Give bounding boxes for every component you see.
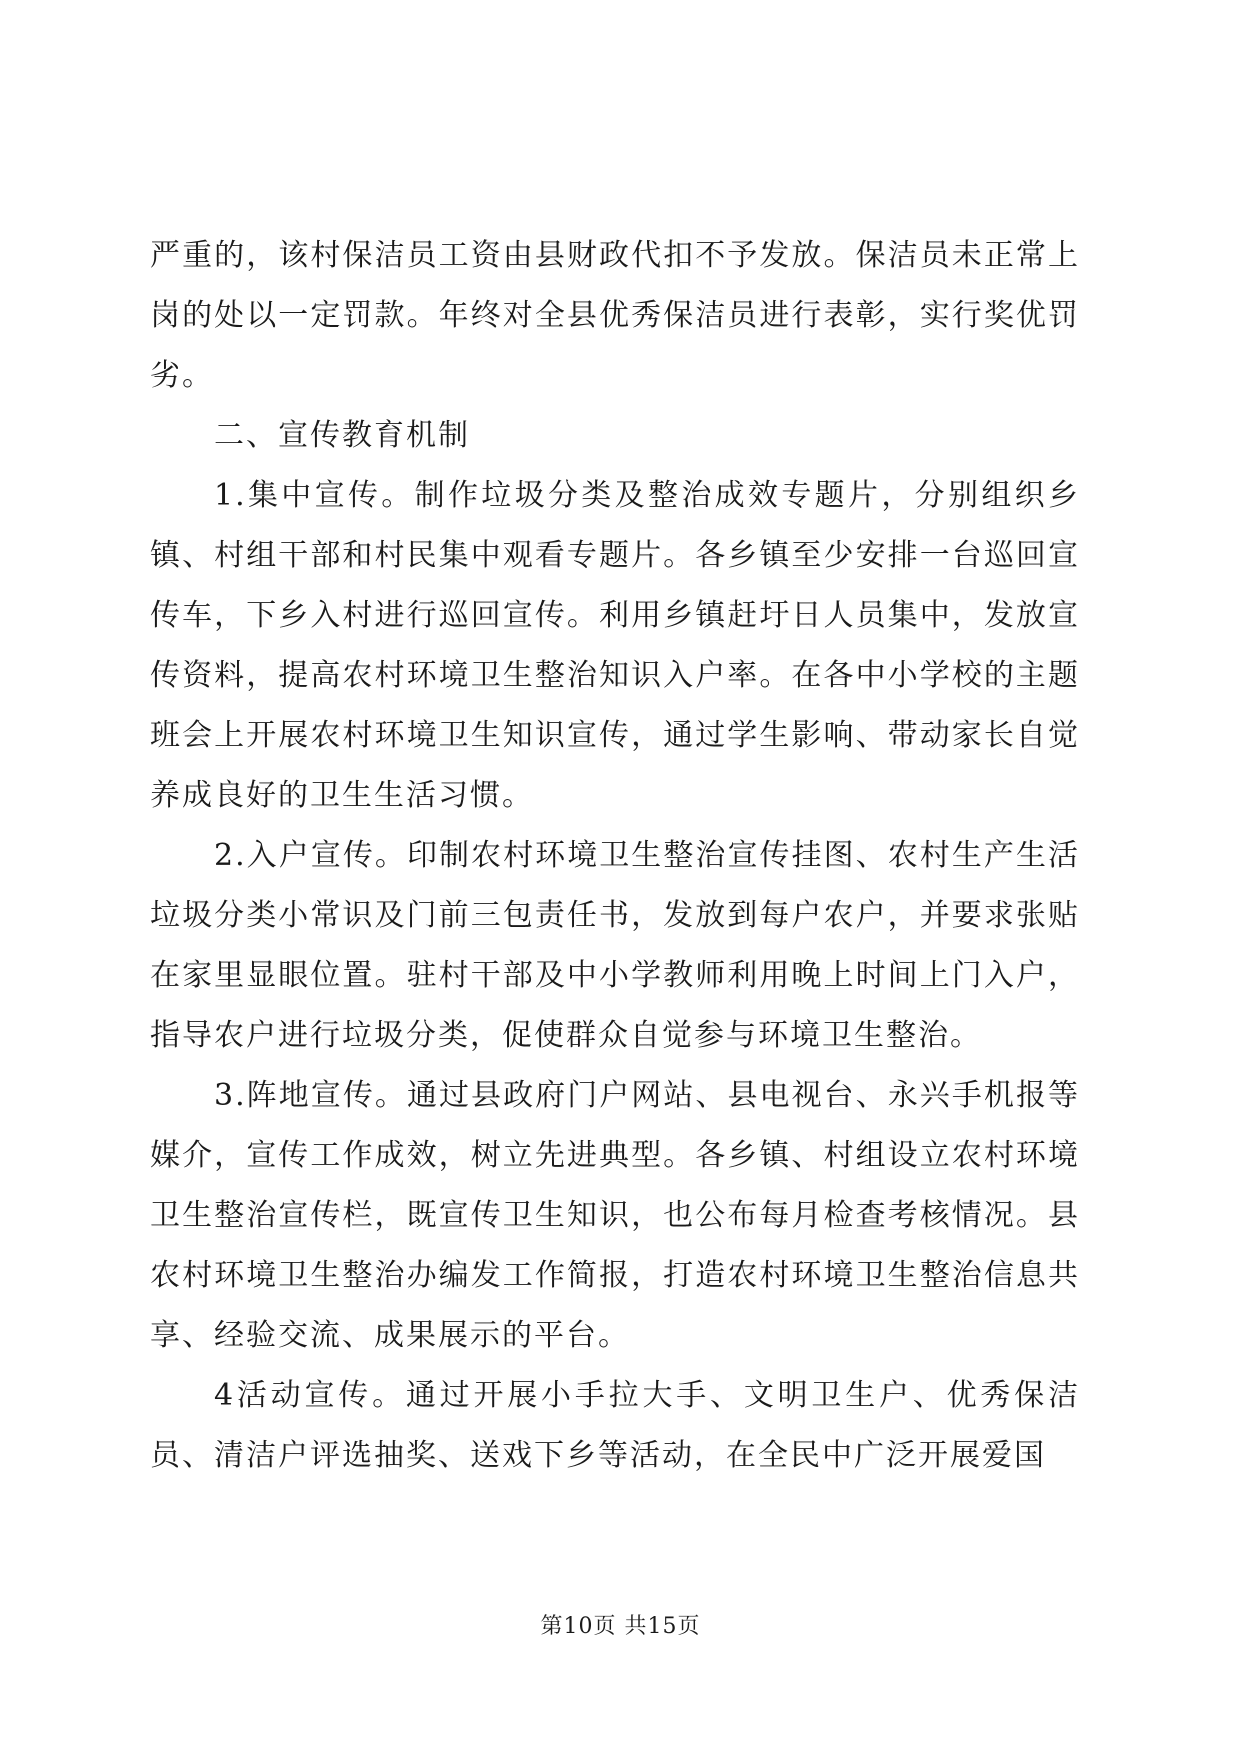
paragraph-position-publicity: 3.阵地宣传。通过县政府门户网站、县电视台、永兴手机报等媒介，宣传工作成效，树立先进典型。各乡镇、村组设立农村环境卫生整治宣传栏，既宣传卫生知识，也公布每月检查考核情况。县农村环境卫生整治办编发工作简报，打造农村环境卫生整治信息共享、经验交流、成果展示的平台。 bbox=[150, 1078, 1080, 1353]
paragraph-continuation: 严重的，该村保洁员工资由县财政代扣不予发放。保洁员未正常上岗的处以一定罚款。年终对全县优秀保洁员进行表彰，实行奖优罚劣。 bbox=[150, 238, 1080, 393]
paragraph-activity-publicity: 4活动宣传。通过开展小手拉大手、文明卫生户、优秀保洁员、清洁户评选抽奖、送戏下乡等活动，在全民中广泛开展爱国 bbox=[150, 1378, 1080, 1473]
page-footer: 第10页 共15页 bbox=[540, 1614, 701, 1639]
paragraph-household-publicity: 2.入户宣传。印制农村环境卫生整治宣传挂图、农村生产生活垃圾分类小常识及门前三包责任书，发放到每户农户，并要求张贴在家里显眼位置。驻村干部及中小学教师利用晚上时间上门入户，指导农户进行垃圾分类，促使群众自觉参与环境卫生整治。 bbox=[150, 838, 1080, 1053]
paragraph-centralized-publicity: 1.集中宣传。制作垃圾分类及整治成效专题片，分别组织乡镇、村组干部和村民集中观看专题片。各乡镇至少安排一台巡回宣传车，下乡入村进行巡回宣传。利用乡镇赶圩日人员集中，发放宣传资料，提高农村环境卫生整治知识入户率。在各中小学校的主题班会上开展农村环境卫生知识宣传，通过学生影响、带动家长自觉养成良好的卫生生活习惯。 bbox=[150, 478, 1080, 813]
section-heading: 二、宣传教育机制 bbox=[214, 418, 470, 453]
document-body bbox=[150, 226, 1080, 1486]
